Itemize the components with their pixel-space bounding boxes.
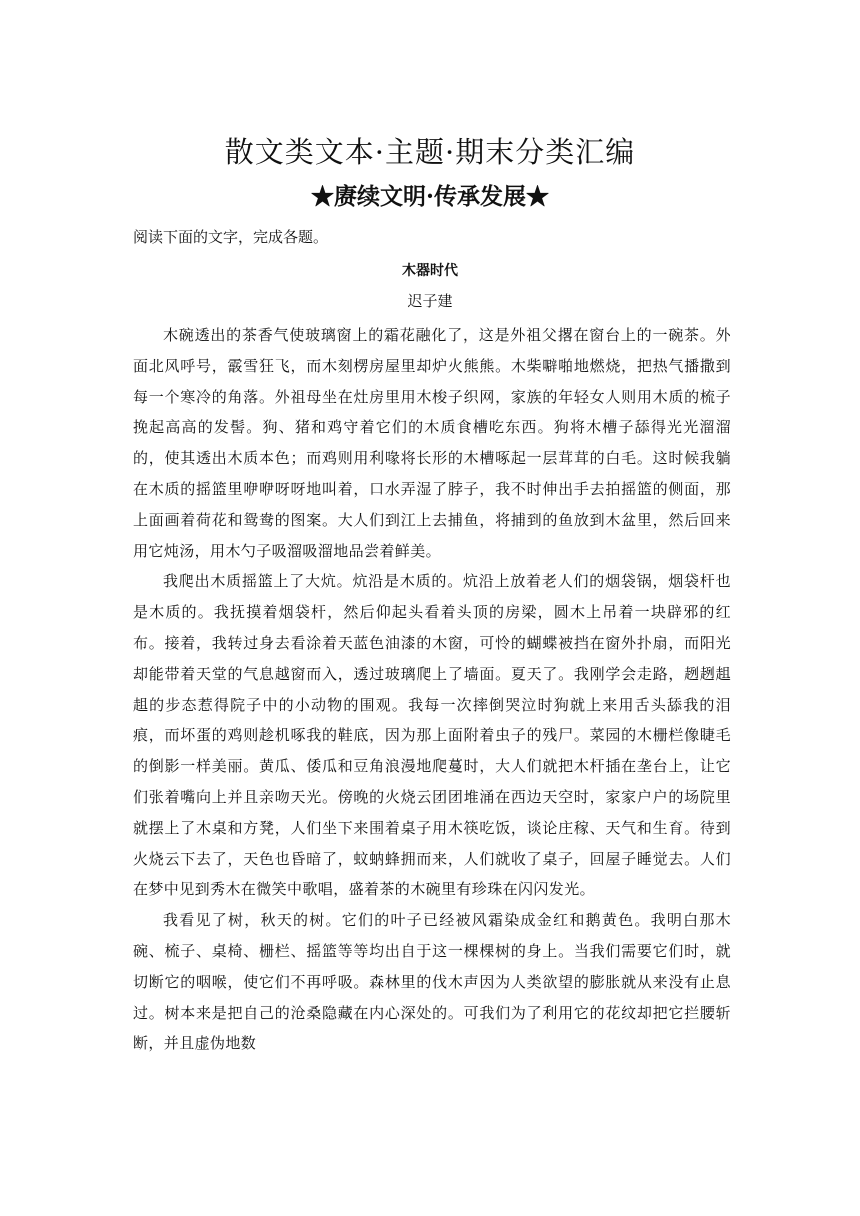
article-author: 迟子建 [407, 292, 453, 310]
article-body [133, 320, 731, 1059]
page-title: 散文类文本·主题·期末分类汇编 [224, 135, 636, 169]
article-paragraph: 木碗透出的茶香气使玻璃窗上的霜花融化了，这是外祖父撂在窗台上的一碗茶。外面北风呼号，霰雪狂飞，而木刻楞房屋里却炉火熊熊。木柴噼啪地燃烧，把热气播撒到每一个寒冷的角落。外祖母坐在灶房里用木梭子织网，家族的年轻女人则用木质的梳子挽起高高的发髻。狗、猪和鸡守着它们的木质食槽吃东西。狗将木槽子舔得光光溜溜的，使其透出木质本色；而鸡则用利喙将长形的木槽啄起一层茸茸的白毛。这时候我躺在木质的摇篮里咿咿呀呀地叫着，口水弄湿了脖子，我不时伸出手去拍摇篮的侧面，那上面画着荷花和鸳鸯的图案。大人们到江上去捕鱼，将捕到的鱼放到木盆里，然后回来用它炖汤，用木勺子吸溜吸溜地品尝着鲜美。 [133, 326, 731, 560]
reading-instruction: 阅读下面的文字，完成各题。 [133, 228, 329, 246]
article-paragraph: 我看见了树，秋天的树。它们的叶子已经被风霜染成金红和鹅黄色。我明白那木碗、梳子、桌椅、栅栏、摇篮等等均出自于这一棵棵树的身上。当我们需要它们时，就切断它的咽喉，使它们不再呼吸。森林里的伐木声因为人类欲望的膨胀就从来没有止息过。树本来是把自己的沧桑隐藏在内心深处的。可我们为了利用它的花纹却把它拦腰斩断，并且虚伪地数 [133, 911, 731, 1053]
article-paragraph: 我爬出木质摇篮上了大炕。炕沿是木质的。炕沿上放着老人们的烟袋锅，烟袋杆也是木质的。我抚摸着烟袋杆，然后仰起头看着头顶的房梁，圆木上吊着一块辟邪的红布。接着，我转过身去看涂着天蓝色油漆的木窗，可怜的蝴蝶被挡在窗外扑扇，而阳光却能带着天堂的气息越窗而入，透过玻璃爬上了墙面。夏天了。我刚学会走路，趔趔趄趄的步态惹得院子中的小动物的围观。我每一次摔倒哭泣时狗就上来用舌头舔我的泪痕，而坏蛋的鸡则趁机啄我的鞋底，因为那上面附着虫子的残尸。菜园的木栅栏像睫毛的倒影一样美丽。黄瓜、倭瓜和豆角浪漫地爬蔓时，大人们就把木杆插在垄台上，让它们张着嘴向上并且亲吻天光。傍晚的火烧云团团堆涌在西边天空时，家家户户的场院里就摆上了木桌和方凳，人们坐下来围着桌子用木筷吃饭，谈论庄稼、天气和生育。待到火烧云下去了，天色也昏暗了，蚊蚋蜂拥而来，人们就收了桌子，回屋子睡觉去。人们在梦中见到秀木在微笑中歌唱，盛着茶的木碗里有珍珠在闪闪发光。 [133, 572, 731, 899]
article-title: 木器时代 [402, 263, 458, 279]
page-subtitle: ★赓续文明·传承发展★ [310, 183, 549, 210]
